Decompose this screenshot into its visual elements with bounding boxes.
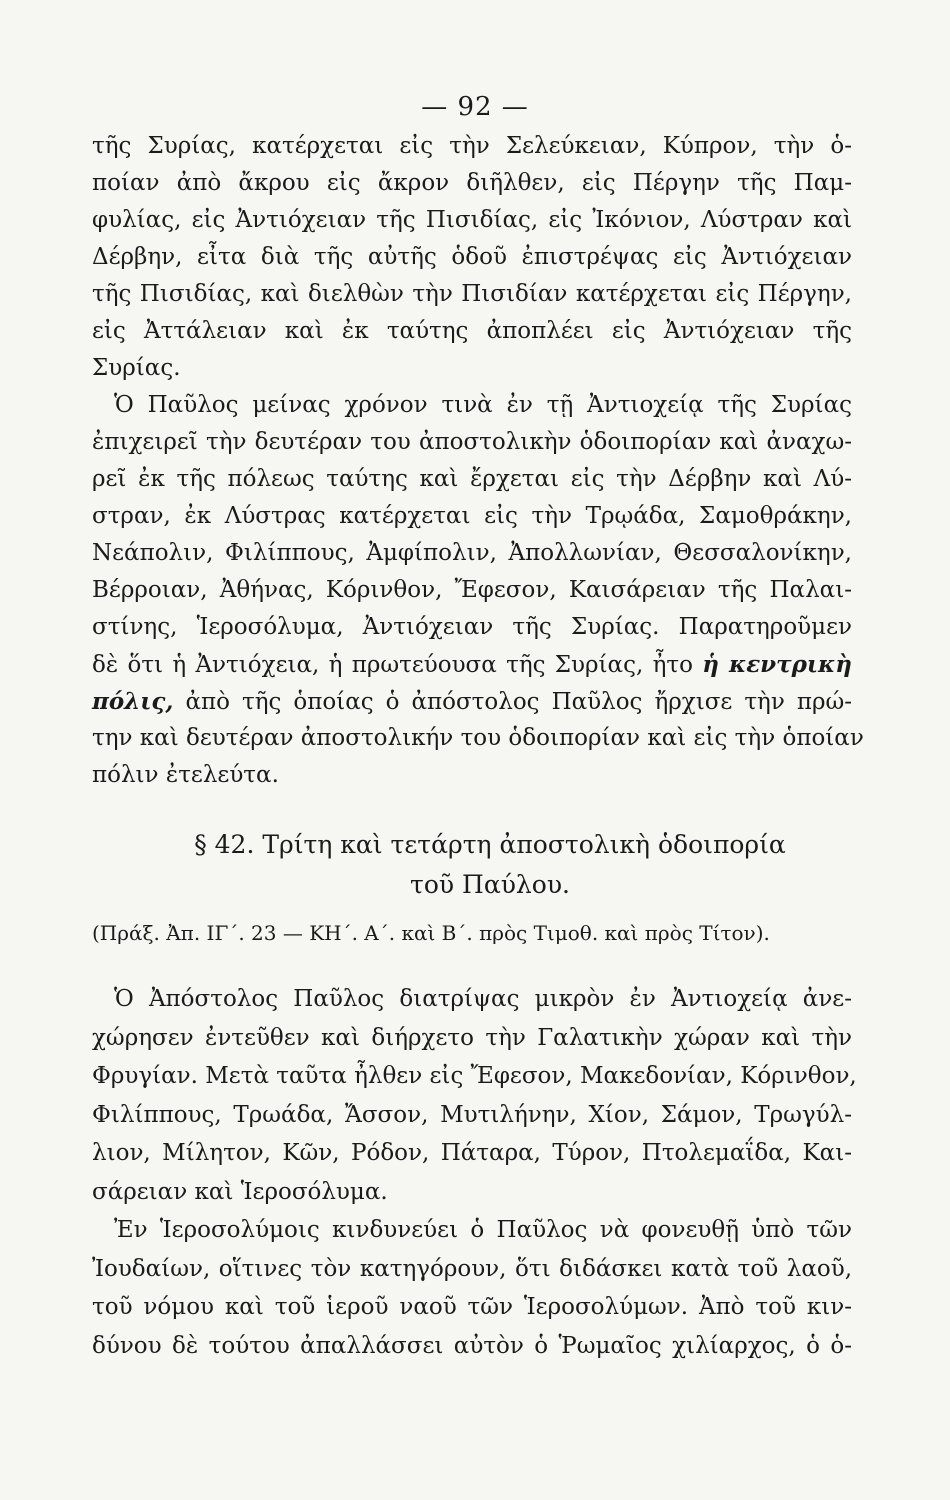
emphasized-text: πόλις,	[92, 688, 174, 715]
text-line: λιον, Μίλητον, Κῶν, Ρόδον, Πάταρα, Τύρον, Πτολεμαΐδα, Και-	[92, 1140, 852, 1166]
page-number: — 92 —	[421, 92, 529, 122]
text-line: τοῦ νόμου καὶ τοῦ ἱεροῦ ναοῦ τῶν Ἱεροσολύμων. Ἀπὸ τοῦ κιν-	[92, 1294, 852, 1320]
text-line: Φρυγίαν. Μετὰ ταῦτα ἦλθεν εἰς Ἔφεσον, Μακεδονίαν, Κόρινθον,	[92, 1063, 857, 1089]
text-line-with-emphasis	[92, 683, 852, 720]
text-segment: δὲ ὅτι ἡ Ἀντιόχεια, ἡ πρωτεύουσα τῆς Συρίας, ἦτο	[92, 652, 693, 678]
text-line: εἰς Ἀττάλειαν καὶ ἐκ ταύτης ἀποπλέει εἰς Ἀντιόχειαν τῆς	[92, 318, 852, 344]
text-line: Ἐν Ἱεροσολύμοις κινδυνεύει ὁ Παῦλος νὰ φονευθῇ ὑπὸ τῶν	[114, 1217, 852, 1243]
text-line: τῆς Συρίας, κατέρχεται εἰς τὴν Σελεύκειαν, Κύπρον, τὴν ὁ-	[92, 133, 852, 159]
text-block-top	[92, 128, 864, 794]
text-line: σάρειαν καὶ Ἱεροσόλυμα.	[92, 1178, 388, 1205]
text-line: Φιλίππους, Τρωάδα, Ἄσσον, Μυτιλήνην, Χίον, Σάμον, Τρωγύλ-	[92, 1101, 852, 1128]
text-line: Συρίας.	[92, 355, 181, 381]
text-line: Δέρβην, εἶτα διὰ τῆς αὐτῆς ὁδοῦ ἐπιστρέψας εἰς Ἀντιόχειαν	[92, 244, 852, 270]
text-line: ἐπιχειρεῖ τὴν δευτέραν του ἀποστολικὴν ὁδοιπορίαν καὶ ἀναχω-	[92, 429, 852, 455]
text-line-with-emphasis	[92, 646, 852, 683]
text-line: δύνου δὲ τούτου ἀπαλλάσσει αὐτὸν ὁ Ῥωμαῖος χιλίαρχος, ὁ ὁ-	[92, 1332, 852, 1359]
text-line: τῆς Πισιδίας, καὶ διελθὼν τὴν Πισιδίαν κατέρχεται εἰς Πέργην,	[92, 281, 852, 307]
text-line: ποίαν ἀπὸ ἄκρου εἰς ἄκρον διῆλθεν, εἰς Πέργην τῆς Παμ-	[92, 170, 852, 196]
text-line: την καὶ δευτέραν ἀποστολικήν του ὁδοιπορίαν καὶ εἰς τὴν ὁποίαν	[92, 725, 864, 751]
text-block-bottom	[92, 980, 857, 1365]
scripture-references: (Πράξ. Ἀπ. ΙΓ΄. 23 — ΚΗ΄. Α΄. καὶ Β΄. πρὸς Τιμοθ. καὶ πρὸς Τίτον).	[92, 921, 770, 945]
text-line: χώρησεν ἐντεῦθεν καὶ διήρχετο τὴν Γαλατικὴν χώραν καὶ τὴν	[92, 1024, 852, 1051]
text-line: Ὁ Παῦλος μείνας χρόνον τινὰ ἐν τῇ Ἀντιοχείᾳ τῆς Συρίας	[114, 392, 852, 418]
text-line: Ἰουδαίων, οἵτινες τὸν κατηγόρουν, ὅτι διδάσκει κατὰ τοῦ λαοῦ,	[92, 1255, 852, 1282]
text-line: φυλίας, εἰς Ἀντιόχειαν τῆς Πισιδίας, εἰς Ἰκόνιον, Λύστραν καὶ	[92, 207, 852, 233]
text-line: στραν, ἐκ Λύστρας κατέρχεται εἰς τὴν Τρῳάδα, Σαμοθράκην,	[92, 503, 852, 529]
text-line: Νεάπολιν, Φιλίππους, Ἀμφίπολιν, Ἀπολλωνίαν, Θεσσαλονίκην,	[92, 540, 852, 566]
text-line: Ὁ Ἀπόστολος Παῦλος διατρίψας μικρὸν ἐν Ἀντιοχείᾳ ἀνε-	[114, 986, 852, 1012]
text-line: πόλιν ἐτελεύτα.	[92, 762, 279, 788]
emphasized-text: ἡ κεντρικὴ	[702, 651, 853, 678]
text-segment: ἀπὸ τῆς ὁποίας ὁ ἀπόστολος Παῦλος ἤρχισε τὴν πρώ-	[185, 689, 852, 715]
text-line: ρεῖ ἐκ τῆς πόλεως ταύτης καὶ ἔρχεται εἰς τὴν Δέρβην καὶ Λύ-	[92, 466, 852, 492]
section-heading-continued: τοῦ Παύλου.	[410, 870, 570, 899]
text-line: στίνης, Ἱεροσόλυμα, Ἀντιόχειαν τῆς Συρίας. Παρατηροῦμεν	[92, 614, 852, 640]
section-heading: § 42. Τρίτη καὶ τετάρτη ἀποστολικὴ ὁδοιπορία	[194, 830, 786, 859]
text-line: Βέρροιαν, Ἀθήνας, Κόρινθον, Ἔφεσον, Καισάρειαν τῆς Παλαι-	[92, 577, 852, 603]
